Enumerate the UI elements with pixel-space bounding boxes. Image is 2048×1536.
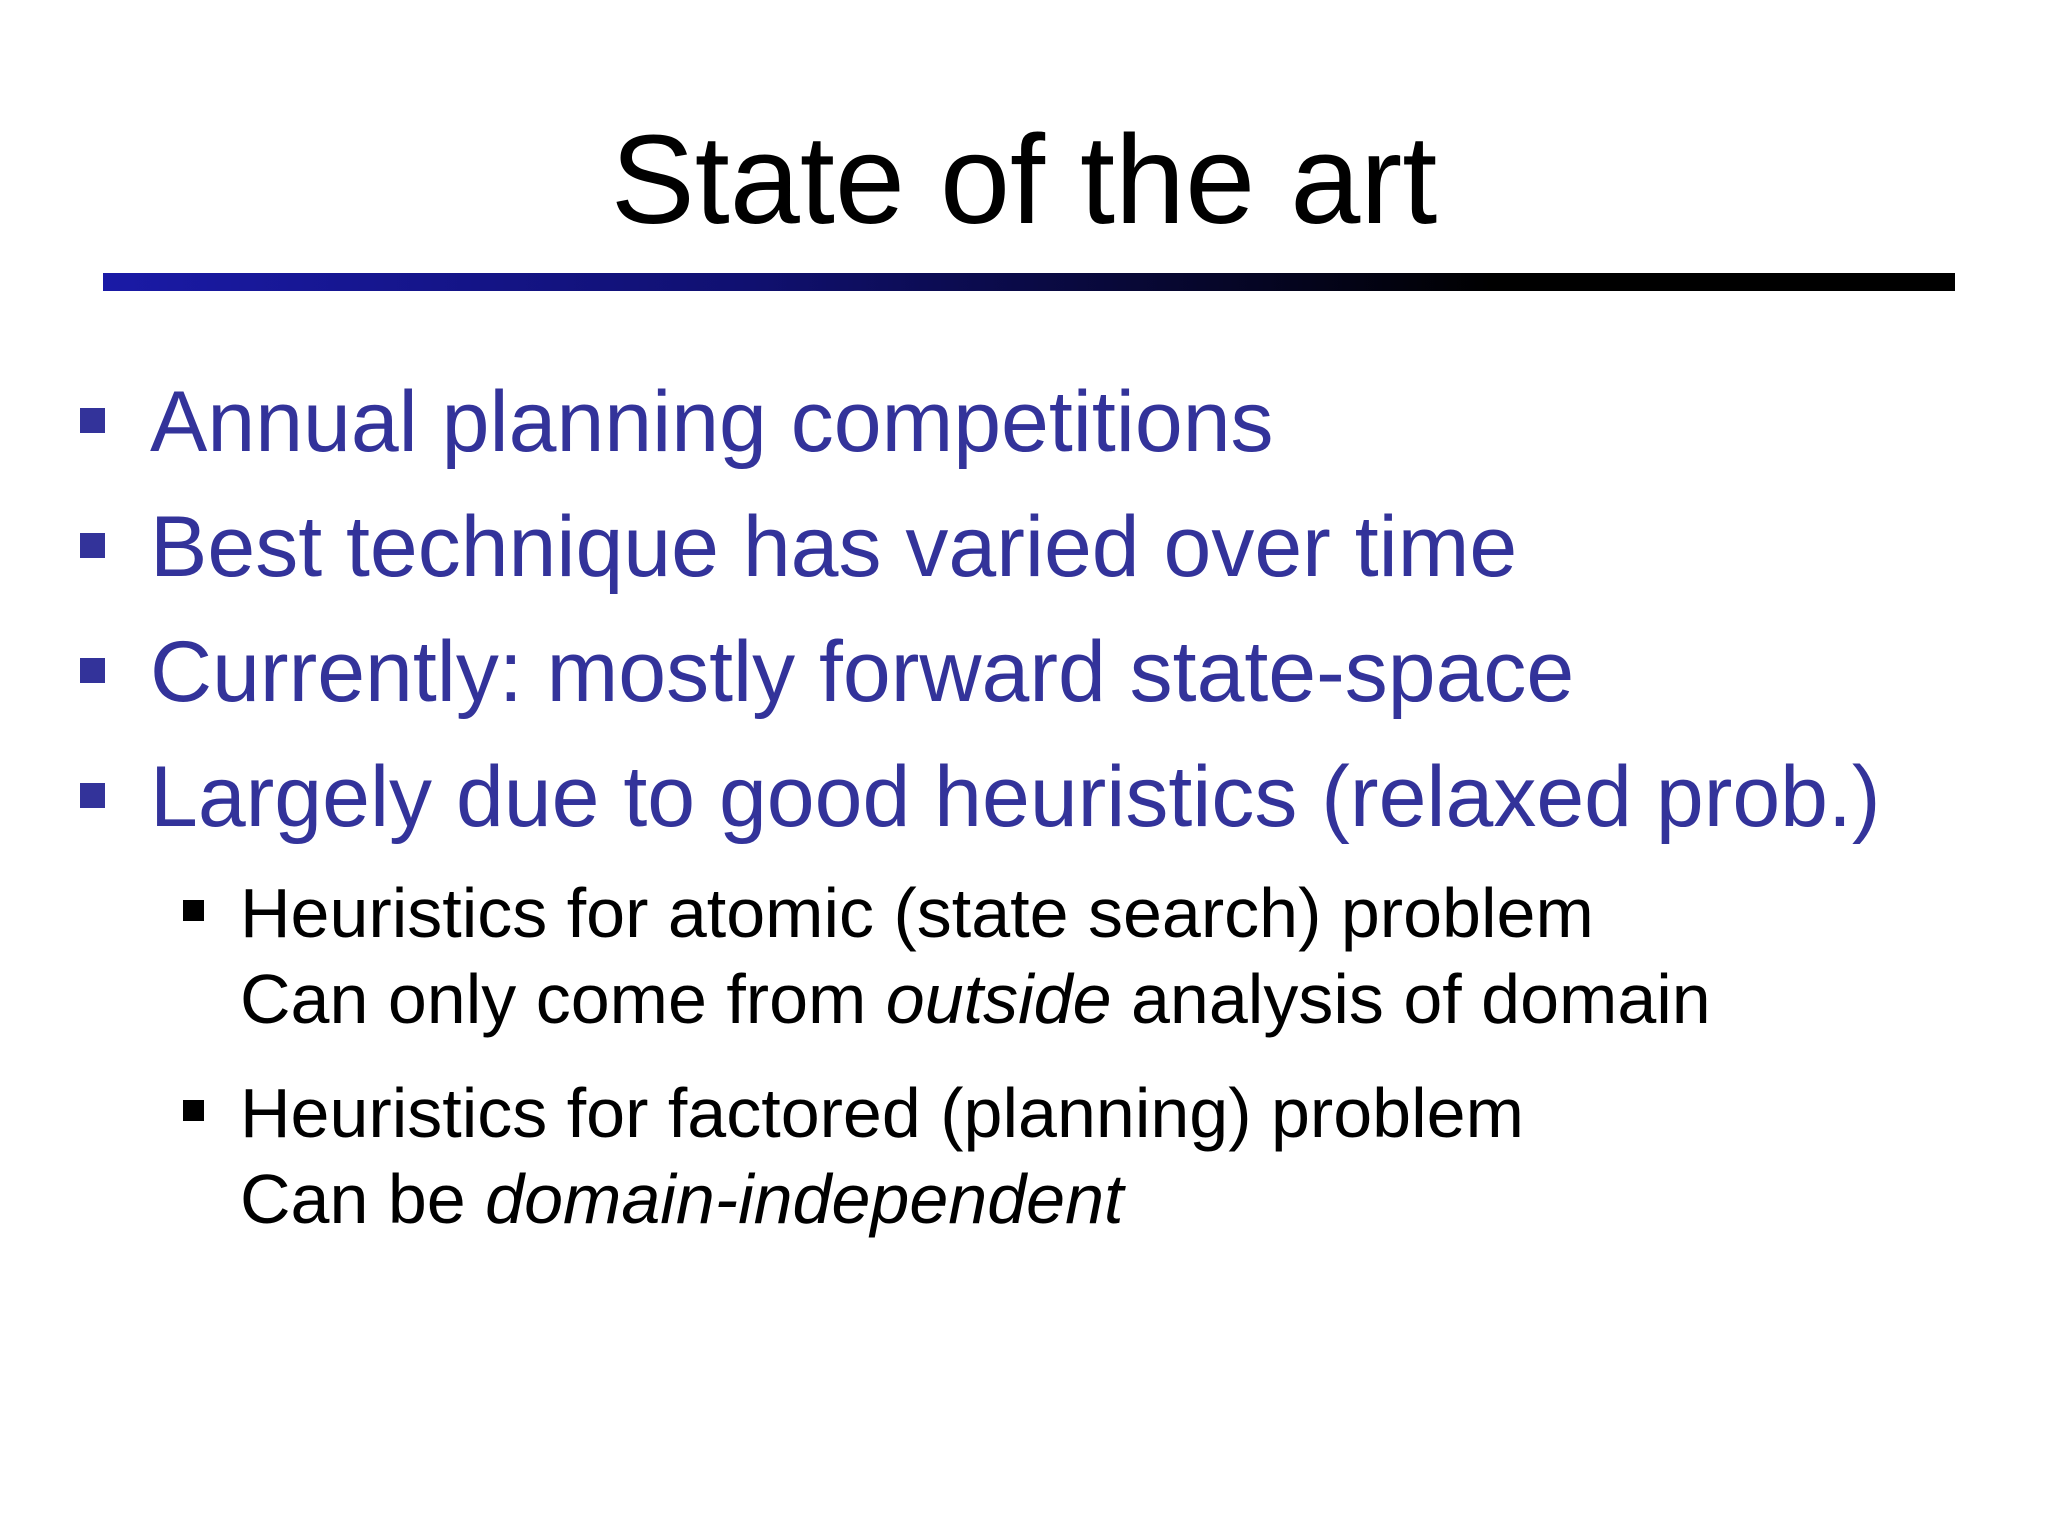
bullet-item: Best technique has varied over time bbox=[150, 499, 1518, 595]
sub-bullet-line: Heuristics for factored (planning) problem bbox=[240, 1074, 1524, 1152]
sub-bullet-marker bbox=[183, 900, 204, 921]
bullet-marker bbox=[80, 783, 105, 808]
bullet-item: Currently: mostly forward state-space bbox=[150, 624, 1575, 720]
sub-bullet-line: Heuristics for atomic (state search) problem bbox=[240, 874, 1594, 952]
sub-bullet-line-suffix: analysis of domain bbox=[1111, 960, 1711, 1038]
bullet-marker bbox=[80, 658, 105, 683]
sub-bullet-line-prefix: Can be bbox=[240, 1160, 486, 1238]
sub-bullet-line-emphasis: outside bbox=[885, 960, 1112, 1038]
sub-bullet-line-emphasis: domain-independent bbox=[485, 1160, 1124, 1238]
bullet-item: Annual planning competitions bbox=[150, 374, 1274, 470]
bullet-marker bbox=[80, 408, 105, 433]
sub-bullet-marker bbox=[183, 1100, 204, 1121]
slide-title: State of the art bbox=[610, 109, 1438, 250]
sub-bullet-item bbox=[240, 870, 1711, 1042]
bullet-marker bbox=[80, 533, 105, 558]
bullet-item: Largely due to good heuristics (relaxed prob.) bbox=[150, 749, 1881, 845]
sub-bullet-item bbox=[240, 1070, 1524, 1242]
sub-bullet-line-prefix: Can only come from bbox=[240, 960, 886, 1038]
